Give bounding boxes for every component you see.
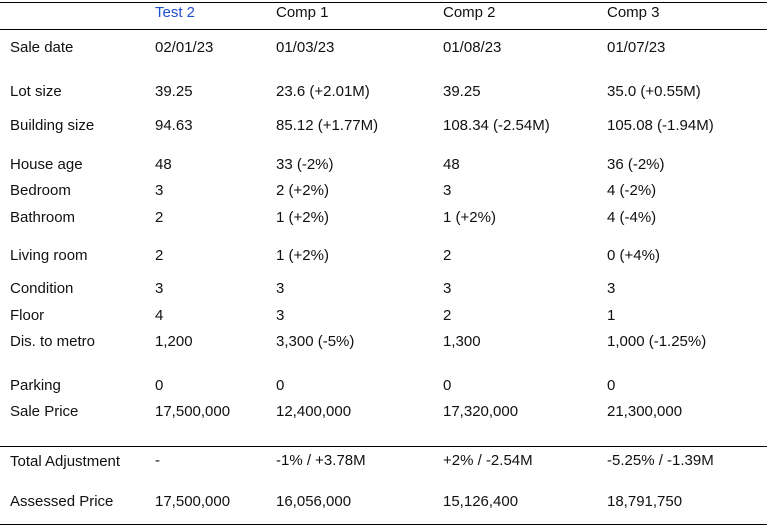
table-cell: 12,400,000 xyxy=(276,403,352,420)
table-row xyxy=(0,117,769,137)
row-label: House age xyxy=(10,156,83,173)
column-header-comp-2: Comp 2 xyxy=(443,4,496,21)
table-cell: 4 (-2%) xyxy=(607,182,657,199)
table-cell: 94.63 xyxy=(155,117,193,134)
row-label: Total Adjustment xyxy=(10,453,121,470)
table-cell: 3 xyxy=(276,307,285,324)
row-label: Floor xyxy=(10,307,45,324)
row-label: Building size xyxy=(10,117,95,134)
table-cell: 39.25 xyxy=(443,83,481,100)
row-label: Dis. to metro xyxy=(10,333,96,350)
table-cell: 1,200 xyxy=(155,333,193,350)
totals-rule xyxy=(0,446,767,447)
table-cell: 21,300,000 xyxy=(607,403,683,420)
table-cell: 16,056,000 xyxy=(276,493,352,510)
row-label: Condition xyxy=(10,280,74,297)
table-cell: 4 (-4%) xyxy=(607,209,657,226)
table-cell: 17,500,000 xyxy=(155,403,231,420)
row-label: Assessed Price xyxy=(10,493,114,510)
row-label: Bathroom xyxy=(10,209,76,226)
row-label: Sale date xyxy=(10,39,74,56)
table-row xyxy=(0,182,769,202)
table-cell: 2 xyxy=(443,247,452,264)
table-cell: 17,500,000 xyxy=(155,493,231,510)
table-cell: 17,320,000 xyxy=(443,403,519,420)
column-header-comp-3: Comp 3 xyxy=(607,4,660,21)
table-header-row xyxy=(0,4,769,24)
table-cell: 2 xyxy=(155,247,164,264)
table-cell: 1,300 xyxy=(443,333,481,350)
table-cell: 3 xyxy=(607,280,616,297)
table-cell: 39.25 xyxy=(155,83,193,100)
table-cell: 33 (-2%) xyxy=(276,156,334,173)
row-label: Parking xyxy=(10,377,61,394)
table-cell: 23.6 (+2.01M) xyxy=(276,83,370,100)
table-cell: -1% / +3.78M xyxy=(276,452,366,469)
table-cell: 1 (+2%) xyxy=(276,209,329,226)
table-cell: 01/08/23 xyxy=(443,39,502,56)
table-row xyxy=(0,247,769,267)
table-cell: 48 xyxy=(155,156,172,173)
table-cell: 85.12 (+1.77M) xyxy=(276,117,379,134)
table-row xyxy=(0,280,769,300)
table-cell: 1,000 (-1.25%) xyxy=(607,333,707,350)
table-cell: 3 xyxy=(443,182,452,199)
column-header-test-2: Test 2 xyxy=(155,4,196,21)
table-row xyxy=(0,452,769,490)
table-cell: +2% / -2.54M xyxy=(443,452,533,469)
table-cell: 1 xyxy=(607,307,616,324)
table-cell: 48 xyxy=(443,156,460,173)
table-cell: 1 (+2%) xyxy=(443,209,496,226)
table-cell: 0 xyxy=(607,377,616,394)
table-cell: 0 xyxy=(276,377,285,394)
table-cell: 3 xyxy=(443,280,452,297)
table-cell: 4 xyxy=(155,307,164,324)
table-cell: 0 (+4%) xyxy=(607,247,660,264)
table-row xyxy=(0,156,769,176)
table-cell: 1 (+2%) xyxy=(276,247,329,264)
header-rule xyxy=(0,29,767,30)
table-cell: 35.0 (+0.55M) xyxy=(607,83,701,100)
table-cell: -5.25% / -1.39M xyxy=(607,452,714,469)
table-cell: 3,300 (-5%) xyxy=(276,333,355,350)
row-label: Sale Price xyxy=(10,403,79,420)
table-row xyxy=(0,39,769,59)
table-cell: 3 xyxy=(155,182,164,199)
table-row xyxy=(0,377,769,397)
table-cell: 01/07/23 xyxy=(607,39,666,56)
table-cell: 0 xyxy=(443,377,452,394)
table-row xyxy=(0,83,769,103)
table-row xyxy=(0,333,769,353)
table-row xyxy=(0,493,769,513)
table-cell: 105.08 (-1.94M) xyxy=(607,117,714,134)
table-cell: 3 xyxy=(155,280,164,297)
table-cell: 18,791,750 xyxy=(607,493,683,510)
column-header-comp-1: Comp 1 xyxy=(276,4,329,21)
table-row xyxy=(0,307,769,327)
table-cell: 15,126,400 xyxy=(443,493,519,510)
table-cell: 2 xyxy=(443,307,452,324)
table-cell: 2 (+2%) xyxy=(276,182,329,199)
table-cell: 01/03/23 xyxy=(276,39,335,56)
row-label: Living room xyxy=(10,247,88,264)
table-cell: 02/01/23 xyxy=(155,39,214,56)
top-rule xyxy=(0,2,767,3)
table-cell: 0 xyxy=(155,377,164,394)
row-label: Bedroom xyxy=(10,182,71,199)
bottom-rule xyxy=(0,524,767,525)
table-cell: 3 xyxy=(276,280,285,297)
row-label: Lot size xyxy=(10,83,62,100)
table-row xyxy=(0,403,769,423)
table-row xyxy=(0,209,769,229)
table-cell: 36 (-2%) xyxy=(607,156,665,173)
table-cell: - xyxy=(155,452,160,469)
table-cell: 2 xyxy=(155,209,164,226)
table-cell: 108.34 (-2.54M) xyxy=(443,117,550,134)
